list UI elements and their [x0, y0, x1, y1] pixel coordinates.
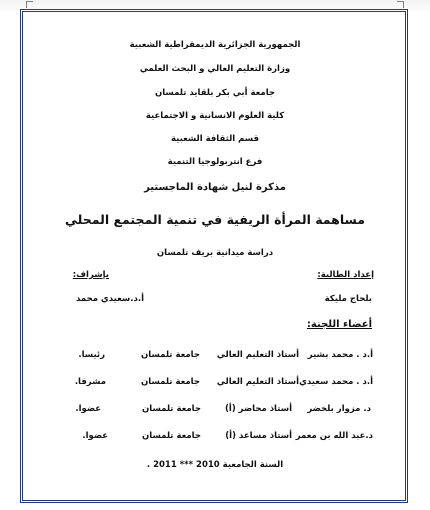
member-3-role: عضوا.	[75, 404, 101, 414]
member-1-university: جامعة تلمسان	[141, 350, 200, 360]
header-department: قسم الثقافة الشعبية	[170, 134, 260, 144]
header-branch: فرع انتربولوجيا التنمية	[167, 157, 263, 167]
member-2-name: أ.د . محمد سعيدي	[299, 377, 373, 387]
member-2-role: مشرفا.	[74, 377, 106, 387]
supervisor-label: بإشراف:	[72, 270, 109, 280]
header-university: جامعة أبي بكر بلقايد تلمسان	[154, 88, 276, 98]
study-type: دراسة ميدانية بريف تلمسان	[156, 248, 274, 258]
student-label: إعداد الطالبة:	[317, 270, 374, 280]
member-4-role: عضوا.	[82, 431, 108, 441]
member-2-rank: أستاذ التعليم العالي	[216, 377, 299, 387]
academic-year: السنة الجامعية 2010 *** 2011 .	[146, 460, 284, 470]
member-3-rank: أستاذ محاضر (أ)	[225, 404, 292, 414]
header-ministry: وزارة التعليم العالي و البحث العلمي	[139, 64, 291, 74]
member-1-rank: أستاذ التعليم العالي	[216, 350, 299, 360]
header-republic: الجمهورية الجزائرية الديمقراطية الشعبية	[129, 40, 301, 50]
member-3-name: د. مزوار بلخضر	[307, 404, 371, 414]
member-2-university: جامعة تلمسان	[141, 377, 200, 387]
member-4-rank: أستاذ مساعد (أ)	[225, 431, 292, 441]
member-1-role: رئيسا.	[78, 350, 105, 360]
thesis-title: مساهمة المرأة الريفية في تنمية المجتمع المحلي	[64, 212, 365, 227]
committee-label: أعضاء اللجنة:	[306, 319, 372, 330]
header-faculty: كلية العلوم الانسانية و الاجتماعية	[145, 111, 285, 121]
member-1-name: أ.د . محمد بشير	[307, 350, 373, 360]
member-3-university: جامعة تلمسان	[142, 404, 201, 414]
supervisor-name: أ.د.سعيدي محمد	[75, 294, 144, 304]
crop-mark-left	[26, 1, 33, 8]
member-4-university: جامعة تلمسان	[142, 431, 201, 441]
student-name: بلحاج مليكة	[324, 294, 372, 304]
member-4-name: د.عبد الله بن معمر	[295, 431, 373, 441]
crop-mark-right	[397, 1, 404, 8]
memo-type: مذكرة لنيل شهادة الماجستير	[144, 182, 286, 193]
